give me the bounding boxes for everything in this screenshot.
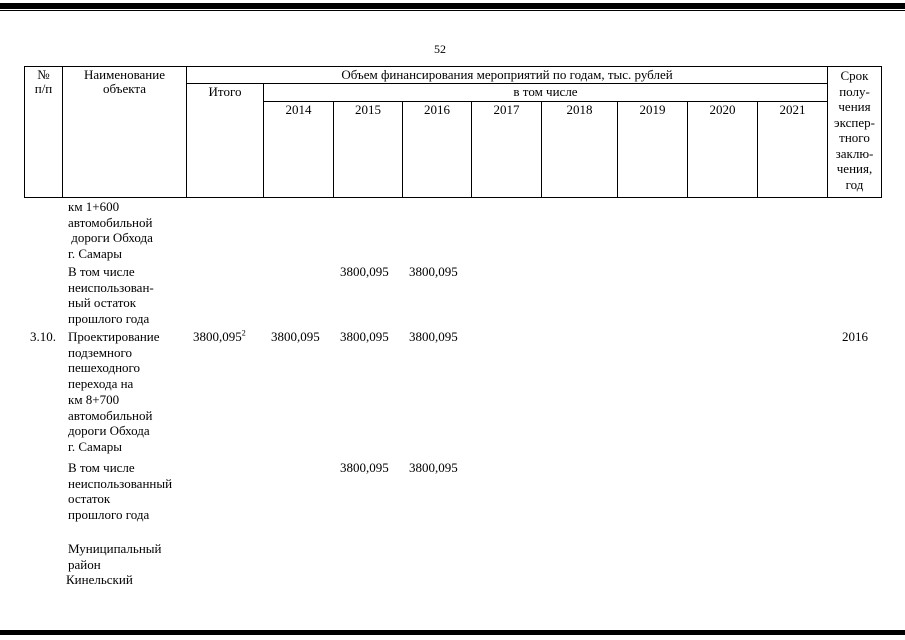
text-line: км 8+700 bbox=[68, 391, 120, 407]
text-line: пешеходного bbox=[68, 360, 141, 376]
header-year-2016: 2016 bbox=[403, 102, 472, 198]
item-total bbox=[193, 329, 246, 345]
deadline-line: экспер- bbox=[834, 114, 875, 130]
deadline-line: Срок bbox=[840, 68, 869, 83]
page-number: 52 bbox=[434, 42, 446, 56]
item-value-2015: 3800,095 bbox=[340, 329, 389, 344]
text-line: неиспользованный bbox=[68, 475, 173, 491]
text-line: г. Самары bbox=[68, 246, 122, 262]
row-including-prev bbox=[68, 264, 188, 327]
text-line: В том числе bbox=[68, 264, 135, 279]
header-funding-title: Объем финансирования мероприятий по годам, тыс. рублей bbox=[187, 67, 828, 84]
text-line: прошлого года bbox=[68, 311, 150, 327]
text-line: подземного bbox=[68, 344, 132, 360]
header-year-2017: 2017 bbox=[472, 102, 542, 198]
text-line: г. Самары bbox=[68, 438, 122, 454]
incl-value-2016: 3800,095 bbox=[409, 460, 458, 475]
header-name-line1: Наименование bbox=[84, 67, 165, 82]
text-line: В том числе bbox=[68, 460, 135, 475]
text-line: км 1+600 bbox=[68, 199, 120, 214]
row-including bbox=[68, 460, 188, 523]
footnote-marker: 2 bbox=[241, 328, 246, 338]
text-line: остаток bbox=[68, 491, 111, 507]
header-year-2014: 2014 bbox=[264, 102, 334, 198]
text-line: прошлого года bbox=[68, 507, 150, 523]
header-year-2015: 2015 bbox=[334, 102, 403, 198]
bottom-border bbox=[0, 630, 905, 635]
header-total: Итого bbox=[187, 84, 264, 198]
deadline-line: тного bbox=[839, 130, 870, 145]
text-line: дороги Обхода bbox=[68, 423, 150, 439]
header-name-line2: объекта bbox=[102, 81, 147, 96]
row-name-continuation bbox=[68, 199, 188, 262]
text-line: район bbox=[68, 556, 101, 572]
deadline-line: чения bbox=[838, 99, 871, 114]
header-year-2019: 2019 bbox=[618, 102, 688, 198]
incl-value-2015: 3800,095 bbox=[340, 460, 389, 475]
header-year-2018: 2018 bbox=[542, 102, 618, 198]
deadline-line: заклю- bbox=[835, 145, 874, 161]
item-value-2016: 3800,095 bbox=[409, 329, 458, 344]
text-line: Муниципальный bbox=[68, 541, 162, 556]
text-line: автомобильной bbox=[68, 214, 153, 230]
deadline-line: полу- bbox=[839, 83, 870, 99]
item-deadline: 2016 bbox=[842, 329, 868, 344]
item-name bbox=[68, 329, 188, 455]
item-number: 3.10. bbox=[30, 329, 56, 344]
deadline-line: год bbox=[845, 176, 864, 192]
text-line: Проектирование bbox=[68, 329, 160, 344]
text-line: неиспользован- bbox=[68, 279, 154, 295]
deadline-line: чения, bbox=[836, 161, 873, 176]
value-2016: 3800,095 bbox=[409, 264, 458, 279]
header-number-line1: № bbox=[37, 67, 50, 82]
header-year-2021: 2021 bbox=[758, 102, 828, 198]
item-value-2014: 3800,095 bbox=[271, 329, 320, 344]
text-line: ный остаток bbox=[68, 295, 137, 311]
text-line: перехода на bbox=[68, 376, 134, 392]
item-total-value: 3800,095 bbox=[193, 329, 242, 344]
header-number-line2: п/п bbox=[34, 81, 53, 96]
header-including: в том числе bbox=[264, 84, 828, 102]
value-2015: 3800,095 bbox=[340, 264, 389, 279]
text-line: автомобильной bbox=[68, 407, 153, 423]
header-year-2020: 2020 bbox=[688, 102, 758, 198]
text-line: дороги Обхода bbox=[68, 230, 153, 246]
text-line: Кинельский bbox=[66, 572, 133, 588]
district-heading bbox=[68, 541, 188, 588]
